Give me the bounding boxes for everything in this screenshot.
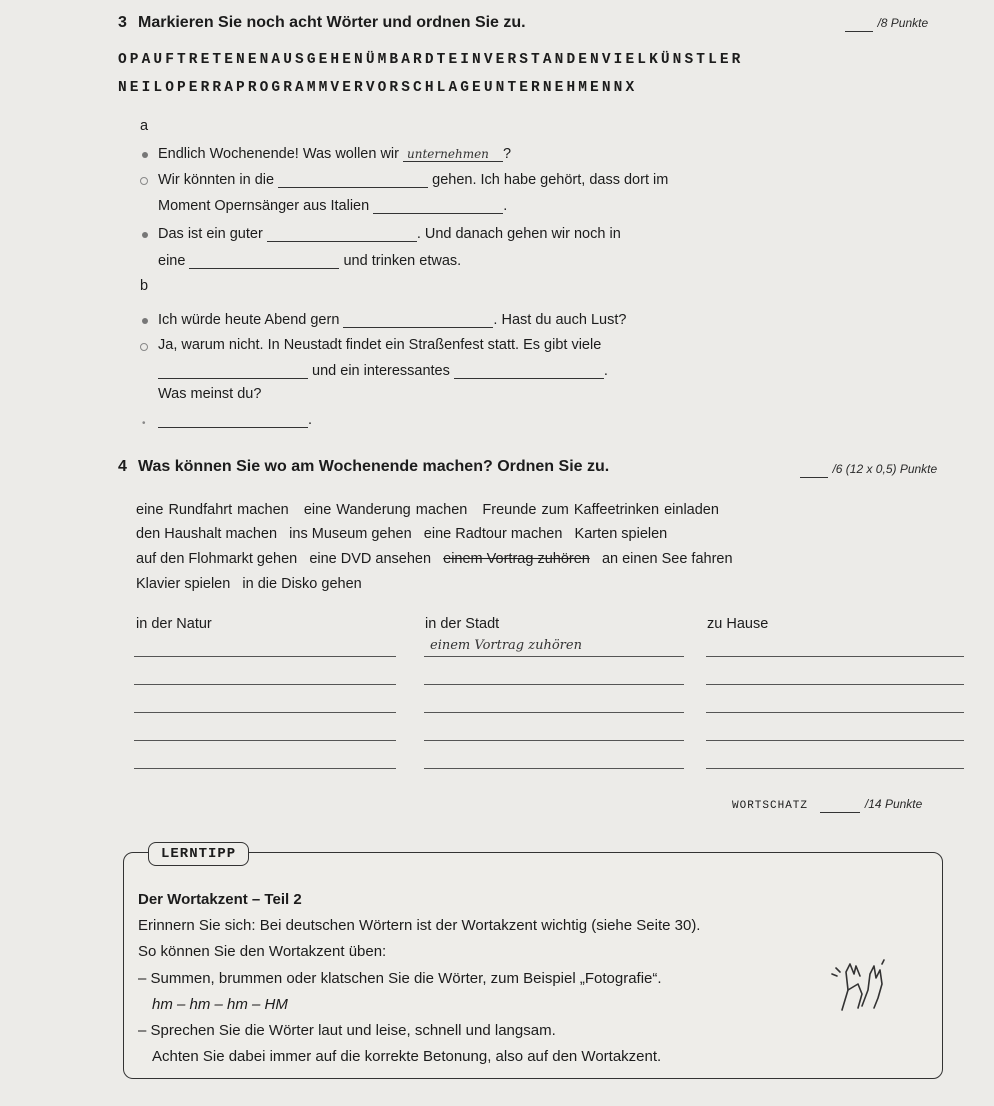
answer-blank-a1[interactable]: unternehmen (403, 145, 503, 162)
dialog-b-line-3: und ein interessantes . (158, 362, 608, 379)
column-header-home: zu Hause (707, 616, 769, 632)
task4-number: 4 (118, 458, 127, 475)
task3-points: /8 Punkte (845, 14, 928, 32)
home-answer-line[interactable] (706, 712, 964, 713)
speaker-a-bullet: • (142, 418, 146, 429)
lerntipp-line-2: So können Sie den Wortakzent üben: (138, 943, 387, 960)
dialog-a-line-1: Endlich Wochenende! Was wollen wir unternehmen ? (158, 146, 512, 162)
speaker-a-bullet (142, 232, 148, 238)
section-b-label: b (140, 278, 149, 294)
speaker-b-bullet (140, 343, 148, 351)
answer-blank-b3[interactable] (454, 362, 604, 379)
answer-blank-a3[interactable] (373, 197, 503, 214)
example-answer: einem Vortrag zuhören (430, 638, 582, 653)
home-answer-line[interactable] (706, 740, 964, 741)
dialog-a-line-3: Moment Opernsänger aus Italien . (158, 198, 508, 214)
home-answer-line[interactable] (706, 684, 964, 685)
lerntipp-box (123, 852, 943, 1079)
nature-answer-line[interactable] (134, 656, 396, 657)
city-answer-line[interactable] (424, 712, 684, 713)
answer-blank-b4[interactable] (158, 411, 308, 428)
clapping-hands-icon (822, 950, 894, 1022)
dialog-b-line-5: . (158, 411, 312, 428)
dialog-b-line-1: Ich würde heute Abend gern . Hast du auch Lust? (158, 312, 627, 328)
phrase-bank-line-3: auf den Flohmarkt gehen eine DVD ansehen einem Vortrag zuhören an einen See fahren (136, 551, 733, 567)
column-header-city: in der Stadt (425, 616, 500, 632)
lerntipp-line-4: hm – hm – hm – HM (152, 996, 288, 1013)
phrase-bank-line-4: Klavier spielen in die Disko gehen (136, 576, 362, 592)
nature-answer-line[interactable] (134, 740, 396, 741)
lerntipp-title: Der Wortakzent – Teil 2 (138, 891, 302, 908)
letter-grid-line-2[interactable]: NEILOPERRAPROGRAMMVERVORSCHLAGEUNTERNEHMENNX (118, 80, 638, 96)
dialog-a-line-5: eine und trinken etwas. (158, 253, 462, 269)
answer-blank-a2[interactable] (278, 171, 428, 188)
city-answer-line[interactable] (424, 740, 684, 741)
city-answer-line[interactable] (424, 684, 684, 685)
answer-blank-b1[interactable] (343, 311, 493, 328)
section-a-label: a (140, 118, 149, 134)
task4-points: /6 (12 x 0,5) Punkte (800, 460, 937, 478)
lerntipp-line-3: – Summen, brummen oder klatschen Sie die Wörter, zum Beispiel „Fotografie“. (138, 970, 662, 987)
dialog-a-line-4: Das ist ein guter . Und danach gehen wir noch in (158, 226, 621, 242)
speaker-b-bullet (140, 177, 148, 185)
task4-instruction: Was können Sie wo am Wochenende machen? Ordnen Sie zu. (138, 458, 610, 475)
lerntipp-line-6: Achten Sie dabei immer auf die korrekte Betonung, also auf den Wortakzent. (152, 1048, 662, 1065)
dialog-a-line-2: Wir könnten in die gehen. Ich habe gehört, dass dort im (158, 172, 669, 188)
speaker-a-bullet (142, 152, 148, 158)
nature-answer-line[interactable] (134, 684, 396, 685)
points-blank[interactable] (820, 799, 860, 813)
lerntipp-line-1: Erinnern Sie sich: Bei deutschen Wörtern ist der Wortakzent wichtig (siehe Seite 30). (138, 917, 701, 934)
city-answer-line[interactable] (424, 656, 684, 657)
points-blank[interactable] (800, 463, 828, 478)
column-header-nature: in der Natur (136, 616, 212, 632)
struck-phrase: einem Vortrag zuhören (443, 551, 590, 567)
city-answer-line[interactable] (424, 768, 684, 769)
task3-number: 3 (118, 14, 127, 31)
home-answer-line[interactable] (706, 656, 964, 657)
dialog-b-line-2: Ja, warum nicht. In Neustadt findet ein Straßenfest statt. Es gibt viele (158, 337, 602, 353)
speaker-a-bullet (142, 318, 148, 324)
answer-blank-a4[interactable] (267, 225, 417, 242)
task3-instruction: Markieren Sie noch acht Wörter und ordnen Sie zu. (138, 14, 526, 31)
wortschatz-score: WORTSCHATZ /14 Punkte (732, 797, 923, 812)
nature-answer-line[interactable] (134, 712, 396, 713)
answer-blank-b2[interactable] (158, 362, 308, 379)
answer-blank-a5[interactable] (189, 252, 339, 269)
phrase-bank-line-2: den Haushalt machen ins Museum gehen eine Radtour machen Karten spielen (136, 526, 668, 542)
dialog-b-line-4: Was meinst du? (158, 386, 262, 402)
home-answer-line[interactable] (706, 768, 964, 769)
lerntipp-line-5: – Sprechen Sie die Wörter laut und leise, schnell und langsam. (138, 1022, 556, 1039)
points-blank[interactable] (845, 17, 873, 32)
letter-grid-line-1[interactable]: OPAUFTRETENENAUSGEHENÜMBARDTEINVERSTANDENVIELKÜNSTLER (118, 52, 744, 68)
phrase-bank-line-1: eine Rundfahrt machen eine Wanderung machen Freunde zum Kaffeetrinken einladen (136, 502, 719, 518)
nature-answer-line[interactable] (134, 768, 396, 769)
lerntipp-label: LERNTIPP (148, 842, 249, 866)
